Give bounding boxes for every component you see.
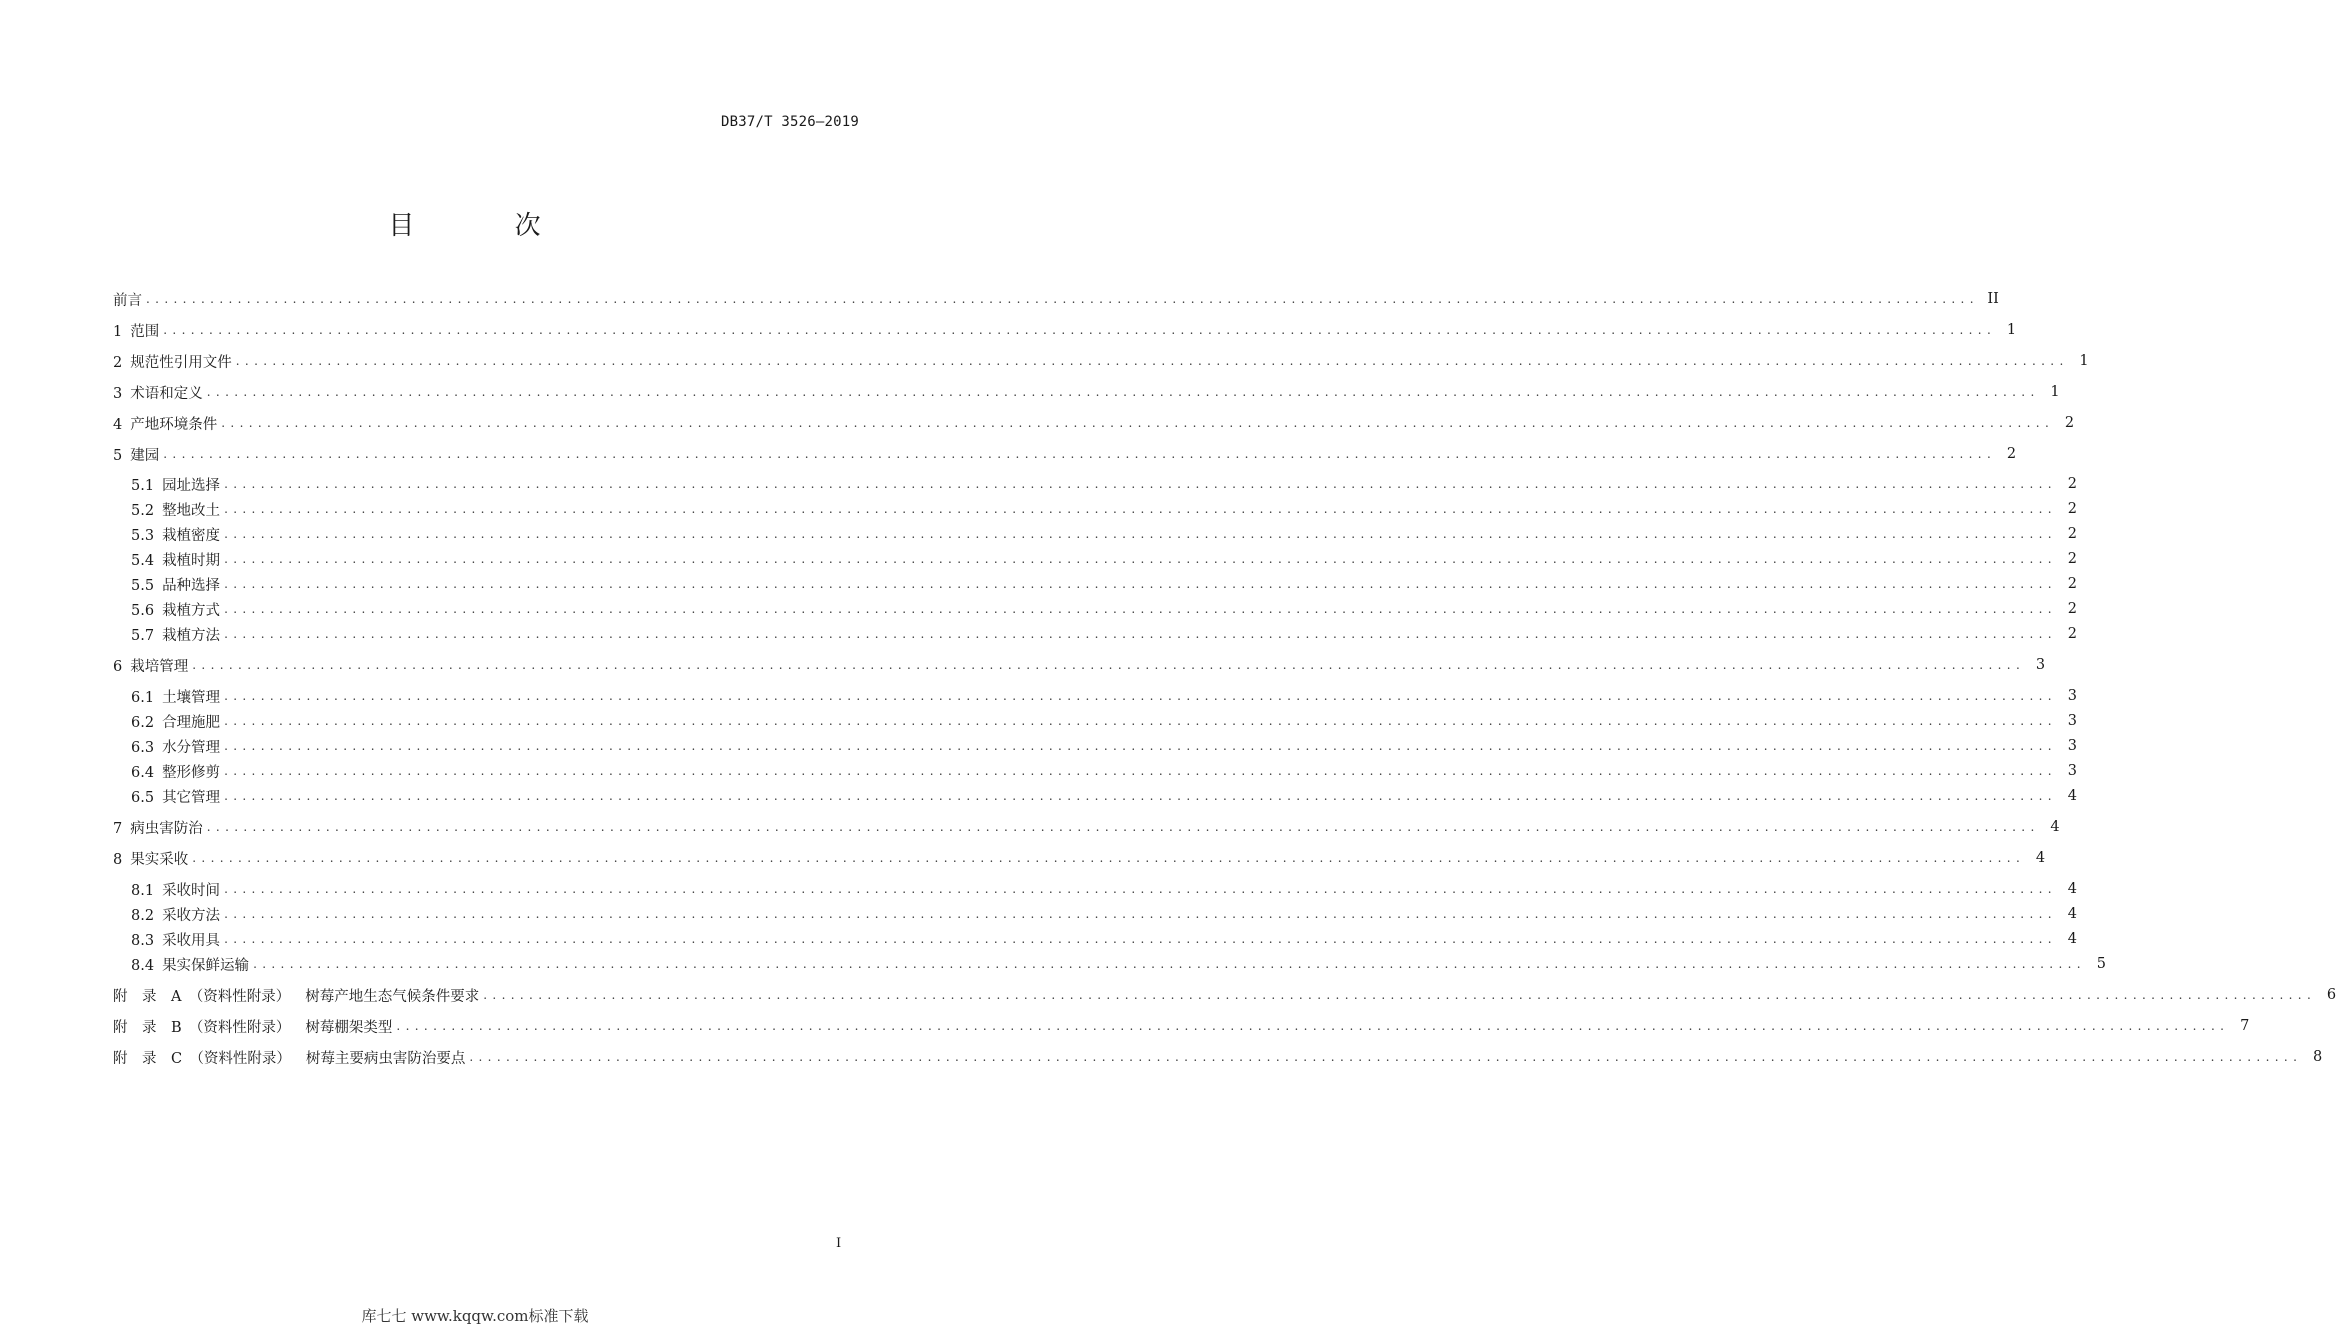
toc-dot-leader: ........................................................................................................................................................................................................	[192, 851, 2026, 865]
toc-entry-title: 建园	[130, 447, 160, 464]
toc-entry-number: 5.5	[131, 577, 155, 594]
toc-entry-title: 园址选择	[162, 477, 221, 494]
toc-entry-title: 其它管理	[162, 789, 221, 806]
toc-entry-title: 树莓棚架类型	[305, 1019, 393, 1036]
toc-entry[interactable]	[131, 759, 2077, 783]
toc-entry-label	[131, 499, 224, 520]
toc-dot-leader: ........................................................................................................................................................................................................	[224, 477, 2057, 491]
toc-dot-leader: ........................................................................................................................................................................................................	[224, 789, 2057, 803]
toc-dot-leader: ........................................................................................................................................................................................................	[224, 689, 2057, 703]
toc-entry-number: 6.4	[131, 764, 155, 781]
toc-entry-title: 果实采收	[130, 851, 189, 868]
toc-entry-page: 2	[2067, 601, 2077, 617]
toc-entry-page: 3	[2067, 738, 2077, 754]
toc-entry[interactable]	[113, 442, 2017, 466]
toc-entry-title: 采收用具	[162, 932, 221, 949]
toc-dot-leader: ........................................................................................................................................................................................................	[224, 552, 2057, 566]
toc-entry-label	[131, 549, 224, 570]
toc-entry-label	[131, 524, 224, 545]
toc-entry-page: 2	[2067, 526, 2077, 542]
toc-entry[interactable]	[131, 784, 2077, 808]
toc-entry-label	[131, 904, 224, 925]
toc-entry-page: 1	[2079, 353, 2089, 369]
toc-entry-title: 规范性引用文件	[130, 354, 232, 371]
toc-entry-label	[131, 599, 224, 620]
toc-entry-label	[113, 320, 163, 341]
toc-entry[interactable]	[131, 547, 2077, 571]
toc-entry-number: 1	[113, 323, 123, 340]
toc-entry-number: 3	[113, 385, 123, 402]
toc-entry-label	[131, 879, 224, 900]
toc-dot-leader: ........................................................................................................................................................................................................	[163, 447, 1997, 461]
toc-entry-page: 2	[2064, 415, 2075, 431]
toc-entry-page: 4	[2067, 931, 2077, 947]
toc-appendix-designation: 附 录 A （资料性附录）	[113, 988, 291, 1005]
toc-entry[interactable]	[131, 472, 2077, 496]
toc-entry[interactable]	[131, 877, 2077, 901]
toc-entry-number: 8.4	[131, 957, 155, 974]
toc-dot-leader: ........................................................................................................................................................................................................	[146, 292, 1979, 306]
toc-entry[interactable]	[113, 846, 2046, 870]
toc-entry-page: 3	[2067, 713, 2077, 729]
toc-entry[interactable]	[113, 983, 2336, 1007]
toc-entry-page: 2	[2006, 446, 2017, 462]
toc-entry-title: 栽植方法	[162, 627, 221, 644]
toc-entry[interactable]	[131, 709, 2077, 733]
toc-entry[interactable]	[113, 1014, 2250, 1038]
toc-dot-leader: ........................................................................................................................................................................................................	[206, 385, 2040, 399]
toc-appendix-designation: 附 录 C （资料性附录）	[113, 1050, 291, 1067]
toc-entry[interactable]	[131, 597, 2077, 621]
toc-entry-number: 5	[113, 447, 123, 464]
toc-entry-number: 8	[113, 851, 123, 868]
toc-entry-label	[131, 711, 224, 732]
toc-entry[interactable]	[113, 815, 2060, 839]
toc-entry-page: 2	[2067, 501, 2077, 517]
toc-entry[interactable]	[113, 653, 2046, 677]
toc-entry-page: 3	[2067, 688, 2077, 704]
toc-dot-leader: ........................................................................................................................................................................................................	[224, 714, 2057, 728]
toc-entry-page: 8	[2313, 1049, 2323, 1065]
toc-entry-page: 4	[2067, 788, 2077, 804]
toc-dot-leader: ........................................................................................................................................................................................................	[224, 907, 2057, 921]
toc-entry-title: 树莓产地生态气候条件要求	[305, 988, 480, 1005]
toc-entry-label	[113, 985, 483, 1006]
toc-dot-leader: ........................................................................................................................................................................................................	[224, 502, 2057, 516]
toc-entry[interactable]	[113, 380, 2060, 404]
toc-entry-title: 采收方法	[162, 907, 221, 924]
toc-entry-label	[131, 761, 224, 782]
toc-entry-page: 3	[2067, 763, 2077, 779]
toc-entry-label	[131, 574, 224, 595]
toc-entry-number: 5.4	[131, 552, 155, 569]
toc-entry-title: 病虫害防治	[130, 820, 203, 837]
toc-entry-number: 7	[113, 820, 123, 837]
toc-entry-number: 6.2	[131, 714, 155, 731]
toc-entry-page: 4	[2035, 850, 2046, 866]
toc-entry-number: 8.1	[131, 882, 155, 899]
toc-dot-leader: ........................................................................................................................................................................................................	[396, 1019, 2230, 1033]
toc-dot-leader: ........................................................................................................................................................................................................	[469, 1050, 2303, 1064]
toc-entry-label	[131, 786, 224, 807]
toc-entry-label	[131, 624, 224, 645]
toc-entry-label	[113, 351, 236, 372]
toc-entry-page: 3	[2035, 657, 2046, 673]
toc-entry-label	[113, 1047, 469, 1068]
toc-entry-number: 4	[113, 416, 123, 433]
toc-entry[interactable]	[131, 902, 2077, 926]
toc-entry[interactable]	[131, 497, 2077, 521]
toc-entry-title: 水分管理	[162, 739, 221, 756]
document-code: DB37/T 3526—2019	[720, 114, 859, 130]
toc-entry[interactable]	[131, 952, 2106, 976]
toc-entry-page: 4	[2067, 906, 2077, 922]
toc-entry[interactable]	[131, 522, 2077, 546]
toc-dot-leader: ........................................................................................................................................................................................................	[163, 323, 1997, 337]
toc-entry-page: 2	[2067, 626, 2077, 642]
toc-entry-label	[131, 929, 224, 950]
toc-entry-label	[113, 289, 146, 310]
toc-entry-number: 6	[113, 658, 123, 675]
toc-entry[interactable]	[113, 349, 2089, 373]
toc-entry[interactable]	[131, 572, 2077, 596]
toc-entry-number: 5.1	[131, 477, 155, 494]
toc-entry-label	[131, 954, 253, 975]
toc-entry[interactable]	[131, 684, 2077, 708]
toc-dot-leader: ........................................................................................................................................................................................................	[224, 577, 2057, 591]
toc-entry-title: 前言	[113, 292, 142, 309]
toc-entry-page: 1	[2006, 322, 2017, 338]
toc-dot-leader: ........................................................................................................................................................................................................	[483, 988, 2317, 1002]
toc-appendix-designation: 附 录 B （资料性附录）	[113, 1019, 291, 1036]
toc-entry-title: 栽植方式	[162, 602, 221, 619]
toc-dot-leader: ........................................................................................................................................................................................................	[253, 957, 2086, 971]
toc-entry-page: 2	[2067, 551, 2077, 567]
toc-entry-page: 4	[2067, 881, 2077, 897]
toc-entry-page: 7	[2240, 1018, 2250, 1034]
toc-dot-leader: ........................................................................................................................................................................................................	[224, 627, 2057, 641]
toc-entry-title: 树莓主要病虫害防治要点	[305, 1050, 466, 1067]
toc-entry-number: 8.2	[131, 907, 155, 924]
toc-entry-label	[131, 686, 224, 707]
toc-entry[interactable]	[131, 734, 2077, 758]
toc-entry-label	[113, 848, 192, 869]
toc-entry-label	[131, 474, 224, 495]
page-number: I	[836, 1236, 842, 1251]
toc-entry-label	[131, 736, 224, 757]
toc-entry[interactable]	[113, 411, 2075, 435]
toc-entry[interactable]	[113, 1045, 2323, 1069]
toc-entry-number: 6.5	[131, 789, 155, 806]
toc-entry-page: 2	[2067, 476, 2077, 492]
toc-entry[interactable]	[131, 927, 2077, 951]
toc-entry-page: II	[1987, 291, 1999, 307]
toc-dot-leader: ........................................................................................................................................................................................................	[235, 354, 2069, 368]
toc-dot-leader: ........................................................................................................................................................................................................	[224, 932, 2057, 946]
toc-entry-number: 5.2	[131, 502, 155, 519]
page-title: 目 次	[388, 211, 587, 241]
toc-entry-title: 整形修剪	[162, 764, 221, 781]
toc-entry-label	[113, 444, 163, 465]
toc-entry-label	[113, 655, 192, 676]
toc-entry-page: 2	[2067, 576, 2077, 592]
toc-entry-page: 5	[2096, 956, 2106, 972]
toc-entry-number: 6.3	[131, 739, 155, 756]
toc-entry-number: 5.6	[131, 602, 155, 619]
toc-entry-title: 整地改土	[162, 502, 221, 519]
toc-entry-title: 栽植时期	[162, 552, 221, 569]
toc-entry-number: 2	[113, 354, 123, 371]
toc-entry-title: 土壤管理	[162, 689, 221, 706]
toc-entry-title: 术语和定义	[130, 385, 203, 402]
toc-entry-title: 品种选择	[162, 577, 221, 594]
toc-entry-title: 果实保鲜运输	[162, 957, 250, 974]
toc-dot-leader: ........................................................................................................................................................................................................	[224, 882, 2057, 896]
toc-entry-title: 范围	[130, 323, 160, 340]
toc-dot-leader: ........................................................................................................................................................................................................	[224, 602, 2057, 616]
toc-entry-label	[113, 817, 207, 838]
toc-entry-label	[113, 413, 221, 434]
toc-entry-number: 5.7	[131, 627, 155, 644]
toc-entry[interactable]	[113, 287, 1999, 311]
toc-dot-leader: ........................................................................................................................................................................................................	[224, 527, 2057, 541]
toc-entry-title: 栽植密度	[162, 527, 221, 544]
toc-entry-label	[113, 382, 207, 403]
toc-entry-title: 合理施肥	[162, 714, 221, 731]
toc-entry-page: 6	[2326, 987, 2336, 1003]
toc-dot-leader: ........................................................................................................................................................................................................	[192, 658, 2026, 672]
toc-dot-leader: ........................................................................................................................................................................................................	[206, 820, 2040, 834]
toc-dot-leader: ........................................................................................................................................................................................................	[224, 739, 2057, 753]
toc-entry-number: 8.3	[131, 932, 155, 949]
toc-entry-number: 6.1	[131, 689, 155, 706]
toc-entry-number: 5.3	[131, 527, 155, 544]
toc-entry-title: 产地环境条件	[130, 416, 218, 433]
toc-entry-page: 1	[2050, 384, 2060, 400]
toc-entry-title: 栽培管理	[130, 658, 189, 675]
toc-entry[interactable]	[131, 622, 2077, 646]
toc-entry-label	[113, 1016, 396, 1037]
toc-entry-title: 采收时间	[162, 882, 221, 899]
toc-entry[interactable]	[113, 318, 2017, 342]
toc-dot-leader: ........................................................................................................................................................................................................	[221, 416, 2055, 430]
toc-entry-page: 4	[2050, 819, 2060, 835]
footer-watermark: 库七七 www.kqqw.com标准下载	[361, 1307, 589, 1325]
toc-dot-leader: ........................................................................................................................................................................................................	[224, 764, 2057, 778]
